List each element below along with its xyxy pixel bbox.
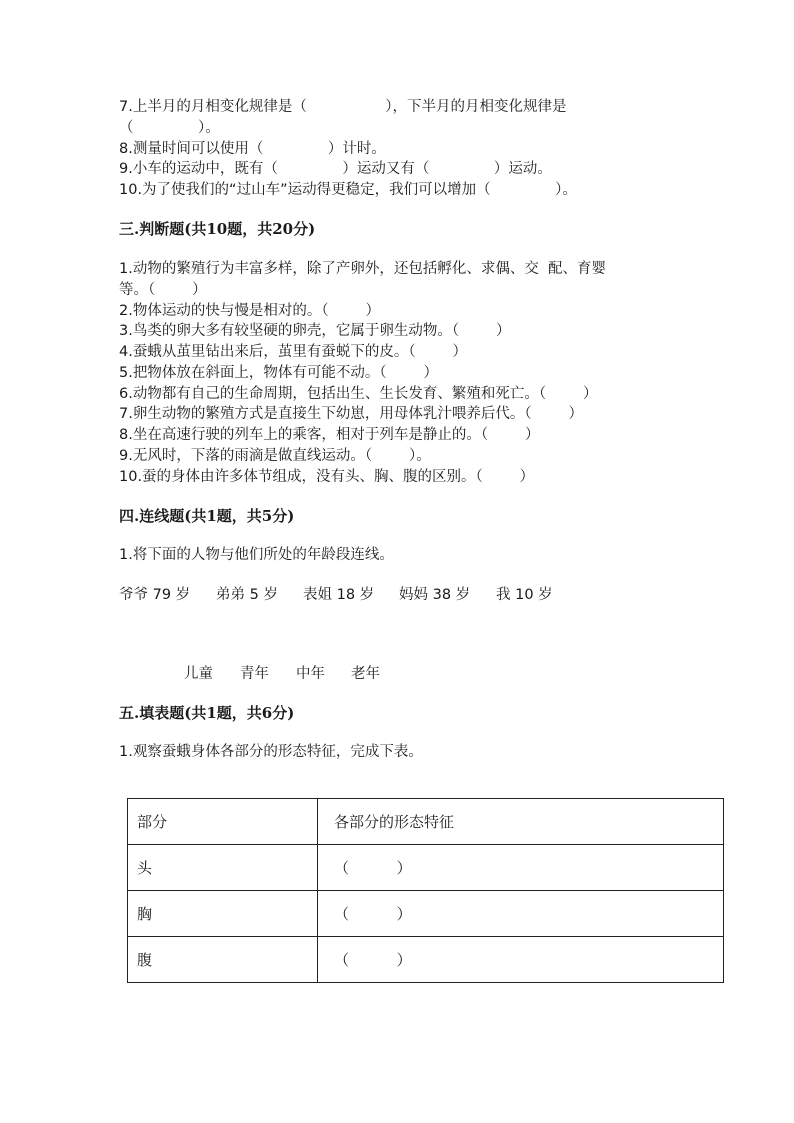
- table-row: [128, 845, 724, 891]
- matching-question: 1.将下面的人物与他们所处的年龄段连线。: [119, 547, 394, 563]
- section-5-heading: 五.填表题(共1题，共6分): [119, 704, 295, 722]
- header-cell-feature: 各部分的形态特征: [318, 799, 724, 845]
- judge-item: 10.蚕的身体由许多体节组成，没有头、胸、腹的区别。（ ）: [119, 469, 535, 485]
- answer-blank[interactable]: （ ）: [318, 937, 724, 983]
- observation-table: [127, 798, 724, 983]
- judge-item: 7.卵生动物的繁殖方式是直接生下幼崽，用母体乳汁喂养后代。（ ）: [119, 406, 583, 422]
- question-9: 9.小车的运动中，既有（ ）运动又有（ ）运动。: [119, 161, 552, 177]
- person-label[interactable]: 弟弟 5 岁: [216, 587, 278, 603]
- judge-item: 6.动物都有自己的生命周期，包括出生、生长发育、繁殖和死亡。（ ）: [119, 386, 598, 402]
- person-label[interactable]: 我 10 岁: [496, 587, 553, 603]
- judge-item: 4.蚕蛾从茧里钻出来后，茧里有蚕蜕下的皮。（ ）: [119, 344, 467, 360]
- judge-item: 3.鸟类的卵大多有较坚硬的卵壳，它属于卵生动物。（ ）: [119, 323, 511, 339]
- age-stage-label[interactable]: 老年: [351, 666, 380, 682]
- table-question: 1.观察蚕蛾身体各部分的形态特征，完成下表。: [119, 744, 423, 760]
- age-stage-label[interactable]: 儿童: [184, 666, 213, 682]
- row-label: 胸: [128, 891, 318, 937]
- judge-item: 1.动物的繁殖行为丰富多样，除了产卵外，还包括孵化、求偶、交 配、育婴: [119, 261, 607, 277]
- judge-item: 等。（ ）: [119, 282, 207, 298]
- age-stage-label[interactable]: 青年: [240, 666, 269, 682]
- section-4-heading: 四.连线题(共1题，共5分): [119, 507, 295, 525]
- section-3-heading: 三.判断题(共10题，共20分): [119, 220, 316, 238]
- question-7-line2: （ ）。: [119, 120, 220, 136]
- table-row: [128, 891, 724, 937]
- judge-item: 8.坐在高速行驶的列车上的乘客，相对于列车是静止的。（ ）: [119, 427, 540, 443]
- row-label: 头: [128, 845, 318, 891]
- answer-blank[interactable]: （ ）: [318, 845, 724, 891]
- table-header-row: [128, 799, 724, 845]
- judge-item: 9.无风时，下落的雨滴是做直线运动。（ ）。: [119, 448, 431, 464]
- judge-item: 5.把物体放在斜面上，物体有可能不动。（ ）: [119, 365, 438, 381]
- person-label[interactable]: 爷爷 79 岁: [119, 587, 191, 603]
- question-7-line1: 7.上半月的月相变化规律是（ ），下半月的月相变化规律是: [119, 99, 567, 115]
- header-cell-part: 部分: [128, 799, 318, 845]
- row-label: 腹: [128, 937, 318, 983]
- person-label[interactable]: 妈妈 38 岁: [399, 587, 471, 603]
- question-10: 10.为了使我们的“过山车”运动得更稳定，我们可以增加（ ）。: [119, 182, 577, 198]
- question-8: 8.测量时间可以使用（ ）计时。: [119, 141, 386, 157]
- judge-item: 2.物体运动的快与慢是相对的。（ ）: [119, 303, 380, 319]
- person-label[interactable]: 表姐 18 岁: [303, 587, 375, 603]
- answer-blank[interactable]: （ ）: [318, 891, 724, 937]
- age-stage-label[interactable]: 中年: [296, 666, 325, 682]
- table-row: [128, 937, 724, 983]
